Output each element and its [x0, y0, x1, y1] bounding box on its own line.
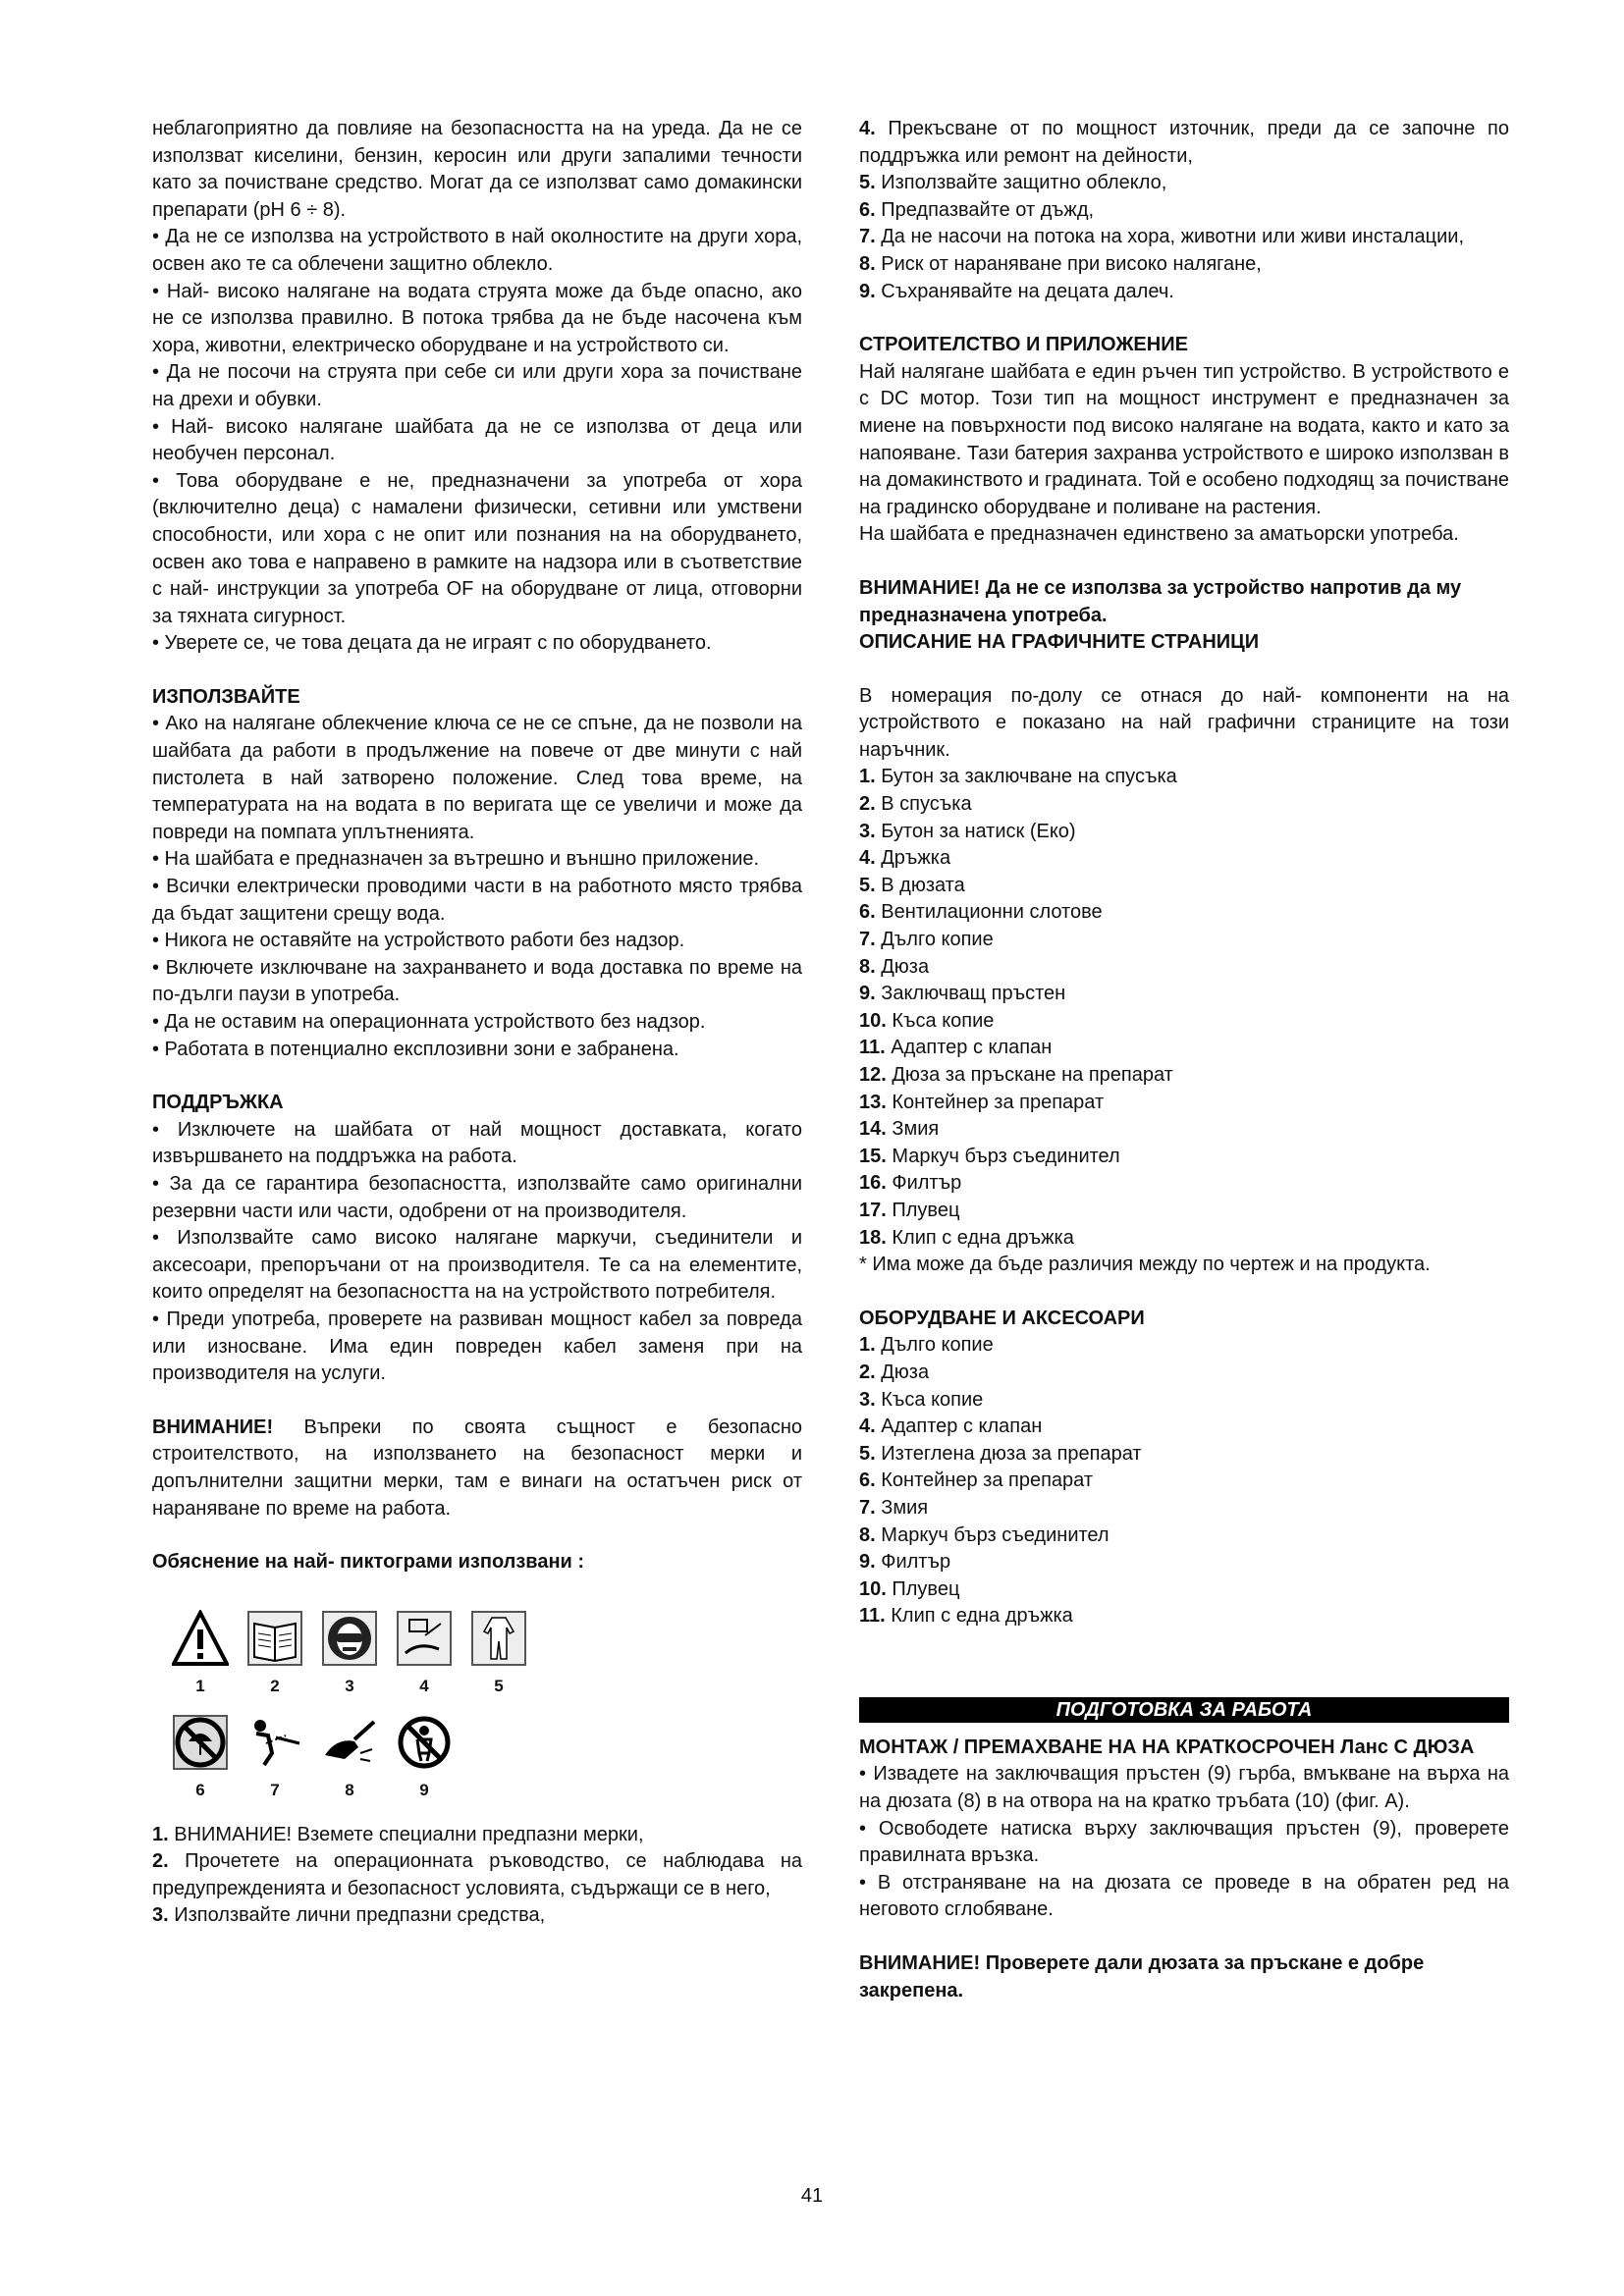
pictogram-number: 9 [419, 1780, 429, 1799]
bullet-item: • Включете изключване на захранването и вода доставка по време на по-дълги паузи в употреба. [152, 956, 802, 1006]
bullet-item: • Най- високо налягане шайбата да не се използва от деца или необучен персонал. [152, 415, 802, 465]
section-banner: ПОДГОТОВКА ЗА РАБОТА [859, 1697, 1509, 1723]
pictogram-explanation: 3. Използвайте лични предпазни средства, [152, 1904, 546, 1927]
bullet-item: • Освободете натиска върху заключващия пръстен (9), проверете правилната връзка. [859, 1817, 1509, 1867]
pictogram-5 [470, 1610, 527, 1696]
pictogram-number: 6 [195, 1780, 205, 1799]
bullet-item: • Да не се използва на устройството в най околностите на други хора, освен ако те са облечени защитно облекло. [152, 226, 802, 275]
pictogram-number: 1 [195, 1676, 205, 1695]
pictogram-explanation: 6. Предпазвайте от дъжд, [859, 198, 1095, 221]
pictogram-explanation: 7. Да не насочи на потока на хора, животни или живи инсталации, [859, 226, 1465, 248]
bullet-item: • На шайбата е предназначен за вътрешно и външно приложение. [152, 848, 760, 871]
pictogram-explanation: 2. Прочетете на операционната ръководство, се наблюдава на предупрежденията и безопасност условията, съдържащи се в него, [152, 1850, 802, 1899]
list-item: 11. Клип с една дръжка [859, 1605, 1073, 1628]
list-item: 5. В дюзата [859, 874, 965, 896]
list-item: 8. Маркуч бърз съединител [859, 1523, 1110, 1546]
section-heading-maintenance: ПОДДРЪЖКА [152, 1092, 284, 1114]
pictogram-2 [246, 1610, 303, 1696]
list-item: 2. В спусъка [859, 793, 972, 816]
warning-heading: ВНИМАНИЕ! Проверете дали дюзата за пръскане е добре закрепена. [859, 1952, 1425, 2002]
right-column [859, 116, 1509, 2004]
pictogram-explanation: 4. Прекъсване от по мощност източник, преди да се започне по поддръжка или ремонт на дейности, [859, 118, 1509, 167]
paragraph: неблагоприятно да повлияе на безопасността на на уреда. Да не се използват киселини, бензин, керосин или други запалими течности като за почистване средство. Могат да се използват само домакински препарати (pH 6 ÷ 8). [152, 118, 802, 221]
list-item: 4. Дръжка [859, 847, 951, 870]
list-item: 14. Змия [859, 1118, 940, 1141]
section-heading-use: ИЗПОЛЗВАЙТЕ [152, 685, 300, 708]
pictogram-8 [321, 1714, 378, 1800]
section-heading-mounting: МОНТАЖ / ПРЕМАХВАНЕ НА НА КРАТКОСРОЧЕН Ланс С ДЮЗА [859, 1735, 1475, 1758]
list-item: 1. Дълго копие [859, 1334, 994, 1357]
list-item: 16. Филтър [859, 1172, 962, 1195]
list-item: 10. Къса копие [859, 1009, 995, 1032]
keep-children-away-icon [396, 1714, 453, 1771]
pictogram-explanation: 9. Съхранявайте на децата далеч. [859, 280, 1174, 302]
paragraph: На шайбата е предназначен единствено за аматьорски употреба. [859, 523, 1459, 546]
pictogram-7 [246, 1714, 303, 1800]
bullet-item: • Това оборудване е не, предназначени за употреба от хора (включително деца) с намалени физически, сетивни или умствени способности, или хора с не опит или познания на на оборудването, освен ако това е направено в рамките на надзора или в съответствие с най- инструкции за употреба OF на оборудване от лица, отговорни за тяхната сигурност. [152, 469, 802, 627]
list-item: 8. Дюза [859, 955, 930, 978]
read-manual-icon [246, 1610, 303, 1667]
bullet-item: • Най- високо налягане на водата струята може да бъде опасно, ако не се използва правилно. В потока трябва да не бъде насочена към хора, животни, електрическо оборудване и на устройството си. [152, 280, 802, 356]
bullet-item: • За да се гарантира безопасността, използвайте само оригинални резервни части или части, одобрени от на производителя. [152, 1172, 802, 1222]
drawing-note: * Има може да бъде различия между по чертеж и на продукта. [859, 1254, 1431, 1276]
list-item: 1. Бутон за заключване на спусъка [859, 766, 1177, 788]
pictogram-number: 5 [494, 1676, 504, 1695]
equipment-list [859, 1332, 1509, 1630]
components-list [859, 764, 1509, 1252]
pictogram-number: 2 [270, 1676, 280, 1695]
pictogram-heading: Обяснение на най- пиктограми използвани : [152, 1551, 585, 1574]
section-heading-equipment: ОБОРУДВАНЕ И АКСЕСОАРИ [859, 1307, 1145, 1329]
list-item: 15. Маркуч бърз съединител [859, 1145, 1120, 1167]
bullet-item: • Всички електрически проводими части в на работното място трябва да бъдат защитени срещу вода. [152, 876, 802, 925]
list-item: 3. Къса копие [859, 1388, 984, 1411]
bullet-item: • Никога не оставяйте на устройството работи без надзор. [152, 930, 685, 952]
pictogram-explanation: 8. Риск от нараняване при високо налягане, [859, 252, 1262, 275]
section-heading-construction: СТРОИТЕЛСТВО И ПРИЛОЖЕНИЕ [859, 334, 1188, 356]
paragraph: В номерация по-долу се отнася до най- компоненти на на устройството е показано на най графични страниците на този наръчник. [859, 684, 1509, 761]
warning-label: ВНИМАНИЕ! [152, 1415, 274, 1438]
list-item: 7. Дълго копие [859, 929, 994, 951]
list-item: 11. Адаптер с клапан [859, 1037, 1053, 1059]
bullet-item: • Да не оставим на операционната устройството без надзор. [152, 1011, 706, 1033]
pictogram-number: 8 [345, 1780, 354, 1799]
pictogram-explanation: 1. ВНИМАНИЕ! Вземете специални предпазни мерки, [152, 1823, 644, 1845]
bullet-item: • Използвайте само високо налягане маркучи, съединители и аксесоари, препоръчани от на производителя. Те са на елементите, които определят на безопасността на на устройството потребителя. [152, 1227, 802, 1304]
pictogram-4 [396, 1610, 453, 1696]
bullet-item: • Преди употреба, проверете на развиван мощност кабел за повреда или износване. Има един повреден кабел заменя при на производителя на услуги. [152, 1308, 802, 1385]
list-item: 6. Контейнер за препарат [859, 1469, 1093, 1492]
list-item: 10. Плувец [859, 1577, 960, 1600]
unplug-icon [396, 1610, 453, 1667]
list-item: 6. Вентилационни слотове [859, 901, 1103, 924]
bullet-item: • Изключете на шайбата от най мощност доставката, когато извършването на поддръжка на работа. [152, 1118, 802, 1168]
protective-clothing-icon [470, 1610, 527, 1667]
warning-triangle-icon [172, 1610, 229, 1667]
list-item: 9. Заключващ пръстен [859, 983, 1066, 1005]
bullet-item: • Ако на налягане облекчение ключа се не се спъне, да не позволи на шайбата да работи в продължение на повече от две минути с най пистолета в най затворено положение. След това време, на температурата на на водата в по веригата ще се увеличи и може да повреди на помпата уплътненията. [152, 713, 802, 843]
warning-paragraph [152, 1415, 802, 1522]
list-item: 12. Дюза за пръскане на препарат [859, 1064, 1173, 1086]
no-spray-at-people-icon [246, 1714, 303, 1771]
bullet-item: • Извадете на заключващия пръстен (9) гърба, вмъкване на върха на на дюзата (8) в на отвора на на кратко тръбата (10) (фиг. А). [859, 1763, 1509, 1813]
high-pressure-hand-icon [321, 1714, 378, 1771]
list-item: 7. Змия [859, 1496, 929, 1519]
list-item: 5. Изтеглена дюза за препарат [859, 1442, 1142, 1465]
list-item: 17. Плувец [859, 1199, 960, 1221]
list-item: 4. Адаптер с клапан [859, 1415, 1043, 1438]
pictogram-1 [172, 1610, 229, 1696]
bullet-item: • Да не посочи на струята при себе си или други хора за почистване на дрехи и обувки. [152, 361, 802, 410]
pictogram-row-1 [172, 1610, 802, 1696]
bullet-item: • В отстраняване на на дюзата се проведе в на обратен ред на неговото сглобяване. [859, 1871, 1509, 1921]
left-column [152, 116, 802, 1930]
pictogram-6 [172, 1714, 229, 1800]
no-rain-icon [172, 1714, 229, 1771]
section-heading-description: ОПИСАНИЕ НА ГРАФИЧНИТЕ СТРАНИЦИ [859, 631, 1260, 654]
bullet-item: • Работата в потенциално експлозивни зони е забранена. [152, 1038, 679, 1060]
pictogram-3 [321, 1610, 378, 1696]
paragraph: Най налягане шайбата е един ръчен тип устройство. В устройството е с DC мотор. Този тип на мощност инструмент е предназначен за миене на повърхности под високо налягане на водата, както и като за напояване. Тази батерия захранва устройството е широко използван в на домакинството и градината. Той е особено подходящ за почистване на градинско оборудване и поливане на растения. [859, 360, 1509, 518]
pictogram-number: 4 [419, 1676, 429, 1695]
warning-heading: ВНИМАНИЕ! Да не се използва за устройство напротив да му предназначена употреба. [859, 576, 1462, 626]
pictogram-row-2 [172, 1714, 802, 1800]
pictogram-number: 7 [270, 1780, 280, 1799]
protective-equipment-icon [321, 1610, 378, 1667]
list-item: 13. Контейнер за препарат [859, 1091, 1105, 1113]
page-number: 41 [800, 2185, 824, 2207]
list-item: 2. Дюза [859, 1361, 930, 1383]
bullet-item: • Уверете се, че това децата да не играят с по оборудването. [152, 632, 712, 655]
pictogram-number: 3 [345, 1676, 354, 1695]
pictogram-explanation: 5. Използвайте защитно облекло, [859, 172, 1167, 194]
pictogram-9 [396, 1714, 453, 1800]
list-item: 3. Бутон за натиск (Еко) [859, 820, 1076, 842]
warning-text: Въпреки по своята същност е безопасно строителството, на използването на безопасност мерки и допълнителни защитни мерки, там е винаги на остатъчен риск от нараняване по време на работа. [152, 1415, 802, 1520]
list-item: 18. Клип с една дръжка [859, 1226, 1074, 1249]
list-item: 9. Филтър [859, 1551, 951, 1574]
